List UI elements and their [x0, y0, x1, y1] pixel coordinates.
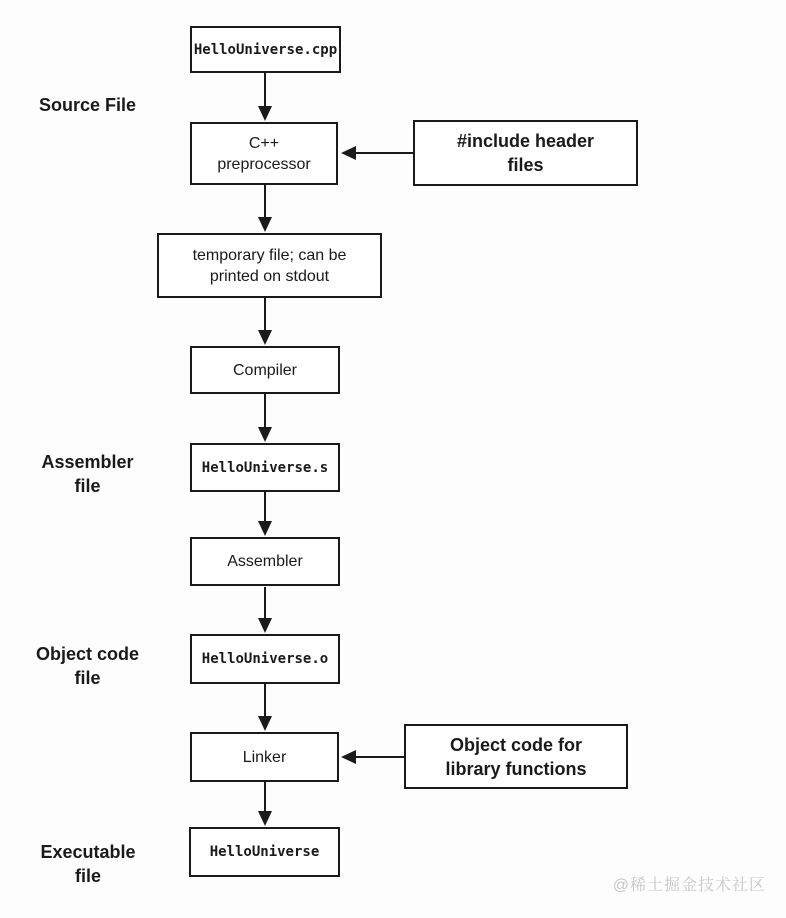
node-label: HelloUniverse.s: [201, 459, 329, 476]
stage-label-text: file: [74, 866, 101, 886]
node-label-line: Object code for: [449, 734, 583, 755]
node-label-line: files: [507, 155, 544, 175]
node-assembler: [190, 537, 340, 586]
node-executable: [189, 827, 340, 877]
node-include-header-files: [413, 120, 638, 186]
node-label-line: #include header: [456, 131, 595, 151]
node-label: HelloUniverse.cpp: [193, 41, 338, 58]
node-label: Compiler: [232, 361, 297, 379]
arrow-assembler-to-objfile: [258, 587, 272, 633]
arrow-include-to-preprocessor: [341, 146, 413, 160]
arrow-linker-to-executable: [258, 782, 272, 826]
node-label-line: library functions: [445, 758, 587, 779]
node-temporary-file: [157, 233, 382, 298]
node-linker: [190, 732, 339, 782]
stage-label-text: Assembler: [41, 452, 134, 472]
arrow-objfile-to-linker: [258, 684, 272, 731]
arrow-preprocessor-to-tempfile: [258, 185, 272, 232]
stage-label-text: Source File: [38, 95, 137, 115]
stage-label-object-code-file: [10, 642, 165, 690]
node-label: HelloUniverse.o: [201, 651, 329, 667]
arrow-compiler-to-asmfile: [258, 394, 272, 442]
node-label-line: C++: [248, 134, 280, 152]
node-label-line: temporary file; can be: [192, 246, 347, 264]
arrow-cpp-to-preprocessor: [258, 73, 272, 121]
node-label: Assembler: [227, 553, 303, 570]
node-label: HelloUniverse: [209, 844, 320, 860]
stage-label-text: Executable: [40, 842, 136, 862]
stage-label-executable-file: [13, 840, 163, 888]
stage-label-text: file: [74, 476, 101, 496]
node-object-file: [190, 634, 340, 684]
stage-label-source-file: [15, 93, 160, 117]
node-label-line: preprocessor: [217, 155, 311, 173]
node-label: Linker: [242, 748, 287, 766]
arrow-tempfile-to-compiler: [258, 298, 272, 345]
arrow-library-to-linker: [341, 750, 404, 764]
stage-label-text: file: [74, 668, 101, 688]
node-source-file: [190, 26, 341, 73]
node-preprocessor: [190, 122, 338, 185]
node-library-object-code: [404, 724, 628, 789]
node-label-line: printed on stdout: [209, 267, 330, 285]
arrow-asmfile-to-assembler: [258, 492, 272, 536]
watermark: @稀土掘金技术社区: [612, 877, 766, 894]
stage-label-text: Object code: [35, 644, 140, 664]
node-compiler: [190, 346, 340, 394]
stage-label-assembler-file: [15, 450, 160, 498]
node-assembly-file: [190, 443, 340, 492]
